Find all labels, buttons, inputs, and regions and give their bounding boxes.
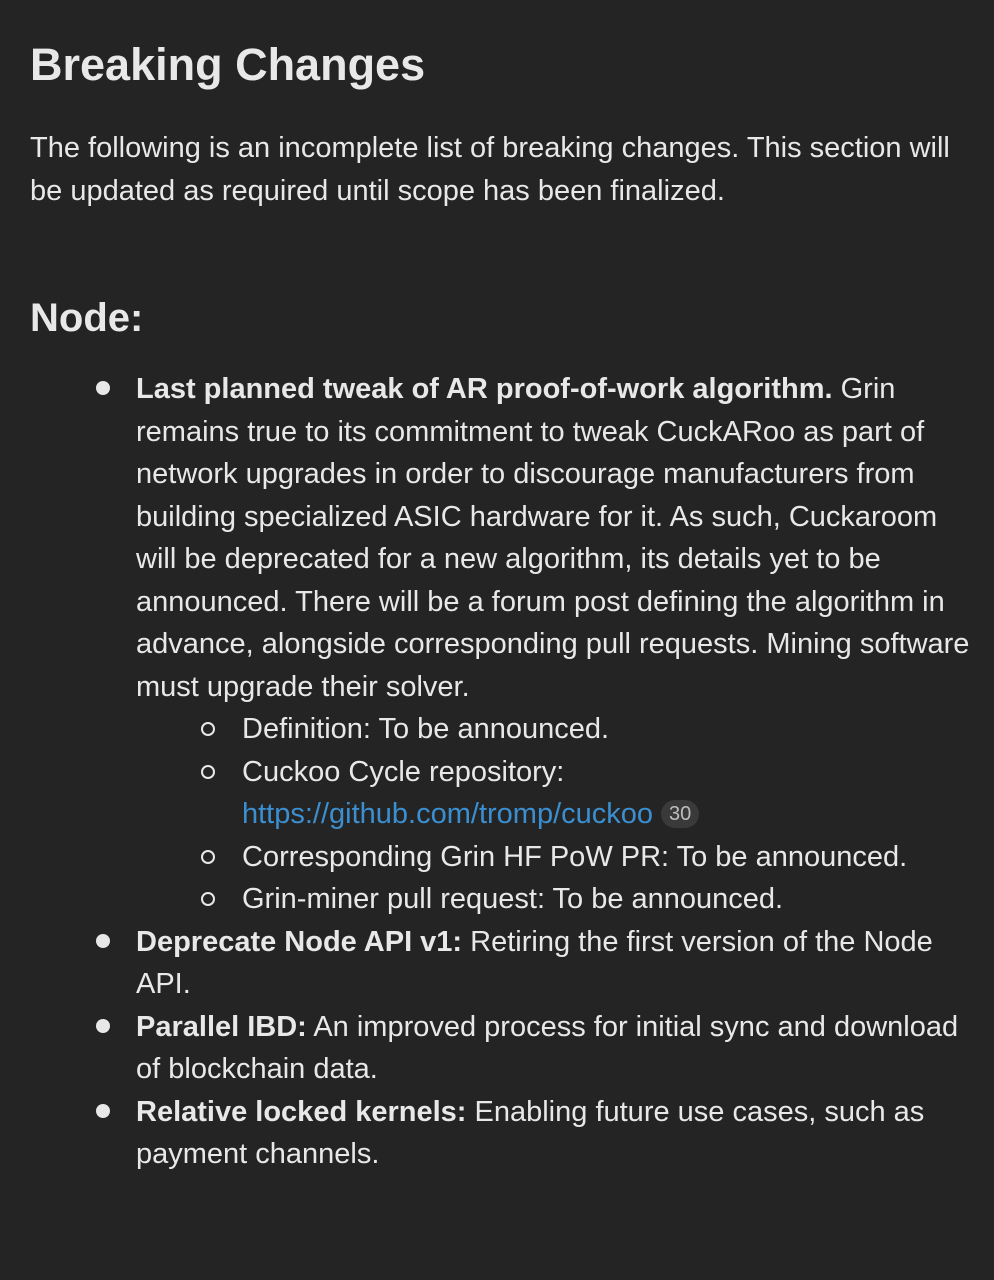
circle-bullet-icon	[201, 765, 215, 779]
bullet-icon	[96, 381, 110, 395]
sub-item-text: Grin-miner pull request: To be announced.	[242, 883, 784, 915]
item-title: Relative locked kernels:	[136, 1095, 467, 1128]
list-item-node-api	[136, 921, 976, 1006]
circle-bullet-icon	[201, 850, 215, 864]
item-title: Deprecate Node API v1:	[136, 925, 463, 958]
page-title: Breaking Changes	[30, 39, 426, 90]
list-item-locked-kernels	[136, 1091, 976, 1176]
node-changes-list	[136, 368, 976, 1176]
bullet-icon	[96, 934, 110, 948]
bullet-icon	[96, 1019, 110, 1033]
item-description: Retiring the first version of the Node API.	[136, 925, 933, 1000]
section-heading-node: Node:	[30, 296, 144, 340]
sub-item-miner-pr	[242, 878, 976, 921]
sub-item-definition	[242, 708, 976, 751]
intro-paragraph: The following is an incomplete list of breaking changes. This section will be updated as required until scope has been finalized.	[30, 132, 950, 207]
reference-count-badge: 30	[661, 800, 699, 828]
list-item-pow-tweak	[136, 368, 976, 921]
bullet-icon	[96, 1104, 110, 1118]
circle-bullet-icon	[201, 722, 215, 736]
sub-item-text: Cuckoo Cycle repository:	[242, 755, 565, 788]
item-title: Last planned tweak of AR proof-of-work algorithm.	[136, 373, 833, 405]
list-item-parallel-ibd	[136, 1006, 976, 1091]
sub-item-text: Definition: To be announced.	[242, 713, 610, 745]
item-description: Grin remains true to its commitment to tweak CuckARoo as part of network upgrades in order to discourage manufacturers from building specialized ASIC hardware for it. As such, Cuckaroom will be deprecated for a new algorithm, its details yet to be announced. There will be a forum post defining the algorithm in advance, alongside corresponding pull requests. Mining software must upgrade their solver.	[136, 373, 970, 703]
sub-item-text: Corresponding Grin HF PoW PR: To be announced.	[242, 840, 908, 873]
item-title: Parallel IBD:	[136, 1010, 307, 1043]
circle-bullet-icon	[201, 892, 215, 906]
cuckoo-repo-link[interactable]: https://github.com/tromp/cuckoo	[242, 798, 654, 830]
sub-item-hf-pr	[242, 836, 976, 879]
item-description: An improved process for initial sync and download of blockchain data.	[136, 1010, 959, 1085]
sub-item-repository	[242, 751, 976, 836]
pow-details-list	[136, 708, 976, 921]
item-description: Enabling future use cases, such as payment channels.	[136, 1095, 925, 1170]
